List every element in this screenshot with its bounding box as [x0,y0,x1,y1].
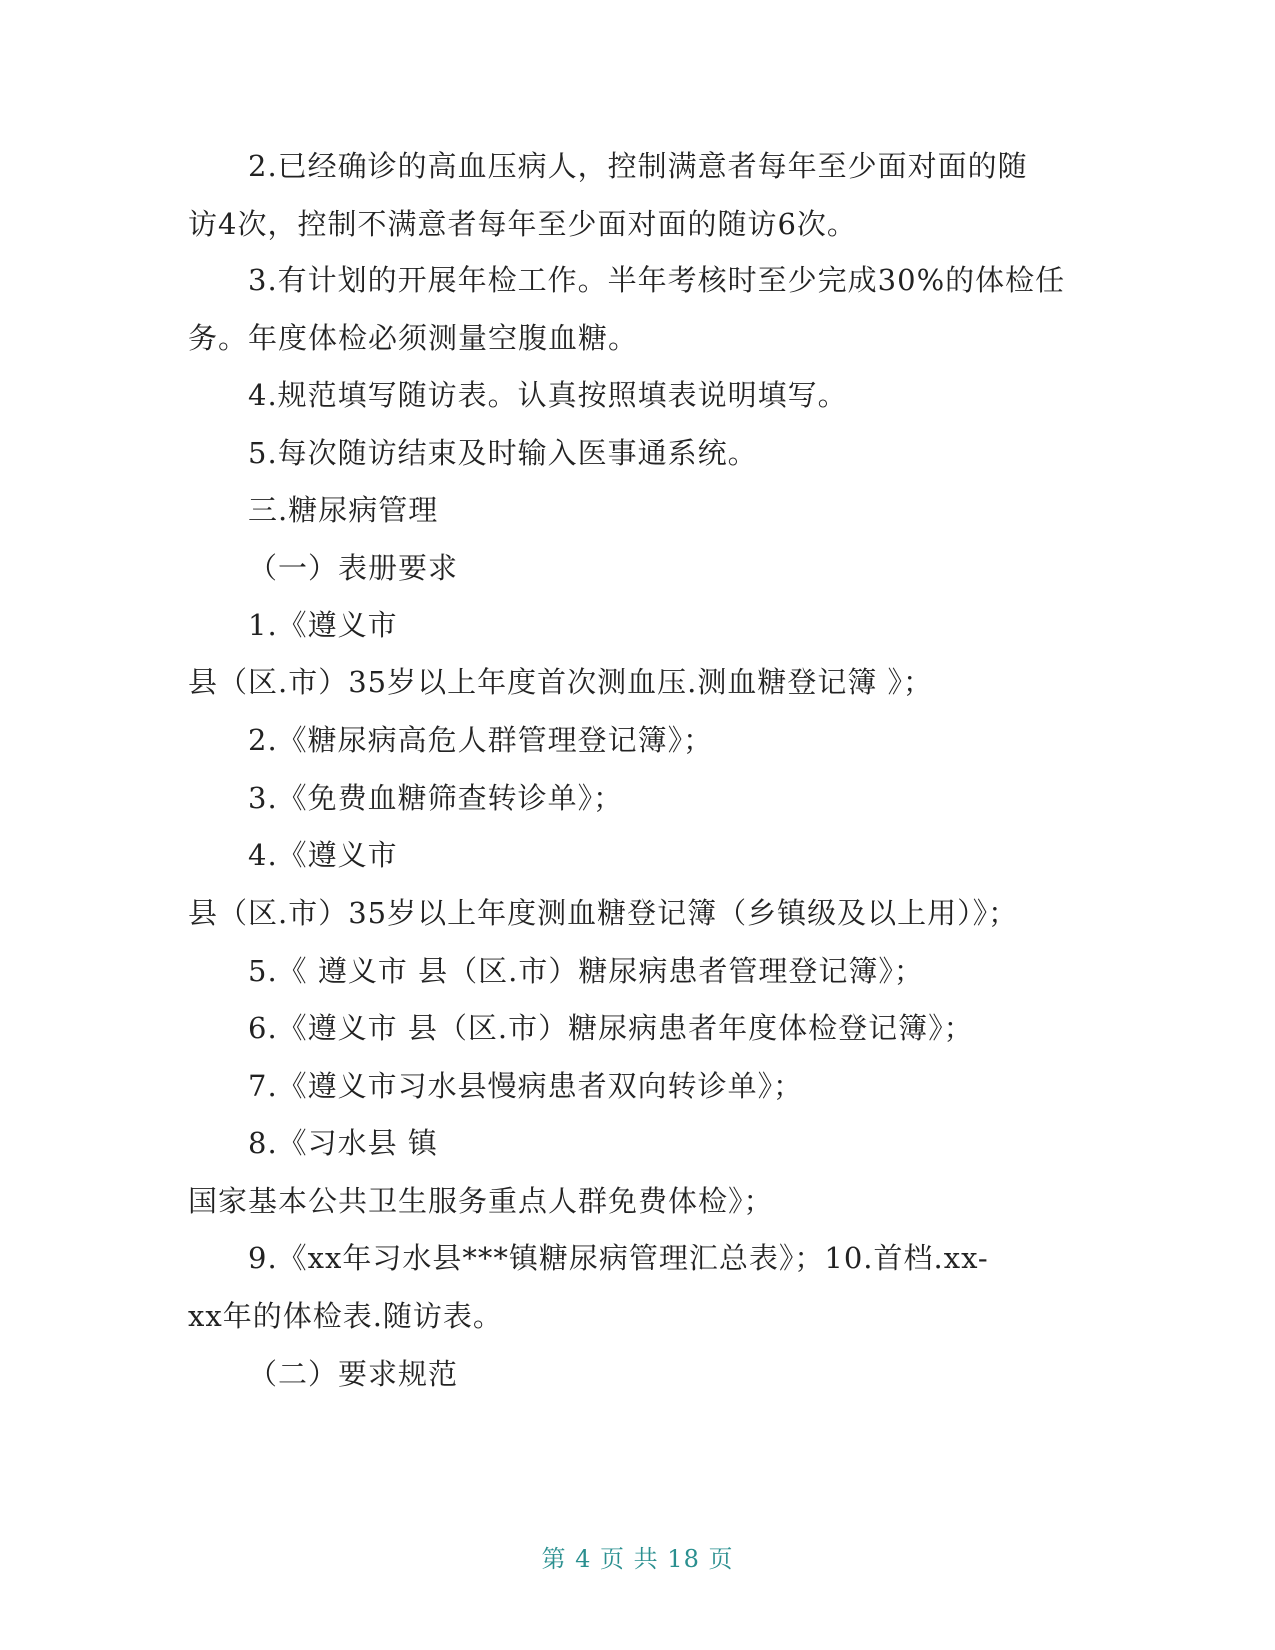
subsection-heading: （二）要求规范 [248,1357,459,1391]
list-item: 1.《遵义市 [248,608,398,642]
list-item: 6.《遵义市 县（区.市）糖尿病患者年度体检登记簿》； [248,1011,974,1045]
paragraph-line: 访4次，控制不满意者每年至少面对面的随访6次。 [188,207,857,241]
page-number-footer: 第 4 页 共 18 页 [541,1545,734,1573]
subsection-heading: （一）表册要求 [248,551,459,585]
list-item: 4.《遵义市 [248,838,398,872]
list-item: 7.《遵义市习水县慢病患者双向转诊单》； [248,1069,804,1103]
section-heading: 三.糖尿病管理 [248,493,439,527]
paragraph-line: 务。年度体检必须测量空腹血糖。 [188,321,639,355]
list-item: 8.《习水县 镇 [248,1126,438,1160]
list-item: 3.《免费血糖筛查转诊单》； [248,781,624,815]
list-item: 9.《xx年习水县***镇糖尿病管理汇总表》；10.首档.xx- [248,1241,989,1275]
paragraph-line: 3.有计划的开展年检工作。半年考核时至少完成30%的体检任 [248,263,1066,297]
list-item-continuation: xx年的体检表.随访表。 [188,1299,503,1333]
list-item-continuation: 县（区.市）35岁以上年度测血糖登记簿（乡镇级及以上用）》； [188,896,1019,930]
list-item: 2.《糖尿病高危人群管理登记簿》； [248,723,714,757]
paragraph-line: 5.每次随访结束及时输入医事通系统。 [248,436,758,470]
paragraph-line: 2.已经确诊的高血压病人，控制满意者每年至少面对面的随 [248,149,1028,183]
list-item: 5.《 遵义市 县（区.市）糖尿病患者管理登记簿》； [248,954,924,988]
list-item-continuation: 国家基本公共卫生服务重点人群免费体检》； [188,1184,774,1218]
paragraph-line: 4.规范填写随访表。认真按照填表说明填写。 [248,378,848,412]
list-item-continuation: 县（区.市）35岁以上年度首次测血压.测血糖登记簿 》； [188,665,934,699]
